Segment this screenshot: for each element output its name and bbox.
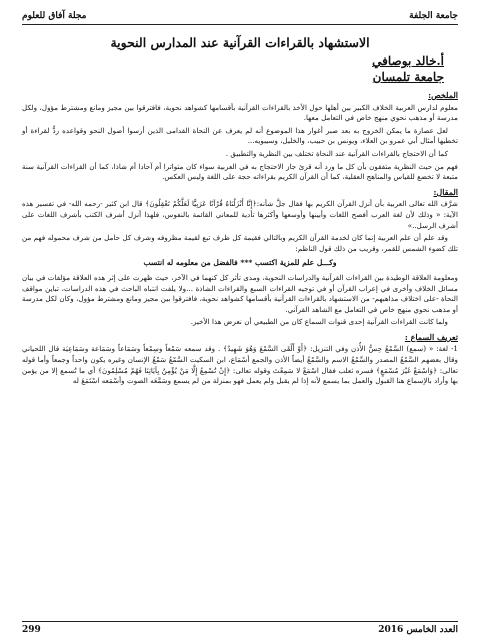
page-number: 299 <box>22 625 41 635</box>
abstract-paragraph: معلوم لدارس العربية الخلاف الكبير بين أهلها حول الأخذ بالقراءات القرآنية بأقسامها كشواهد نحوية، فافترقوا بين مجيز ومانع ومشترط مؤول، ولكل مدرسة أو مذهب نحوي منهج خاص في التعامل معها. <box>22 102 458 123</box>
header-university: جامعة الجلفة <box>409 11 458 21</box>
poetry-verse: وكـــل علم للمزية اكتسب *** فالفضل من معلومه له انتسب <box>143 258 337 268</box>
running-header <box>22 10 458 22</box>
abstract-paragraph: كما أن الاحتجاج بالقراءات القرآنية عند النحاة تختلف بين النظرية والتطبيق . <box>225 148 448 158</box>
author-affiliation: جامعة تلمسان <box>372 70 444 84</box>
article-title: الاستشهاد بالقراءات القرآنية عند المدارس النحوية <box>110 35 370 50</box>
header-rule <box>22 24 458 25</box>
footer-issue: العدد الخامس 2016 <box>378 625 458 635</box>
article-paragraph: شرَّف الله تعالى العربية بأن أنزل القرآن الكريم بها فقال جلَّ شأنه:﴿إِنَّا أَنْزَلْنَاهُ قُرْآنًا عَرَبِيًّا لَعَلَّكُمْ تَعْقِلُونَ﴾ قال ابن كثير -رحمه الله- في تفسير هذه الآية: « وذلك لأن لغة العرب أفصح اللغات وأبينها وأوسعها وأكثرها تأدية للمعاني القائمة بالنفوس، فلهذا أنزل أشرف الكتب بأشرف اللغات على أشرف الرسل..» <box>22 199 458 230</box>
footer-rule <box>22 621 458 622</box>
article-paragraph: ومعلومة العلاقة الوطيدة بين القراءات القرآنية والدراسات النحوية، ومدى تأثر كل كنهما في الآخر، حيث ظهرت على إثر هذه العلاقة مؤلفات في بيان مسائل الخلاف وأخرى في إعراب القرآن أو في توجيه القراءات السبع والقراءات الشاذة ...ولا يلفت انتباه الباحث في هذه الدراسات، تباين مواقف النحاة -على اختلاف مذاهبهم- من الاستشهاد بالقراءات القرآنية بأقسامها كشواهد نحوية، فافترقوا بين مجيز ومانع ومشترط مؤول، وكان لكل مدرسة أو مذهب نحوي منهج خاص في التعامل مع الشاهد القرآني. <box>22 272 458 314</box>
article-paragraph: وقد علم أن علم العربية إنما كان لخدمة القرآن الكريم وبالتالي فقيمة كل ظرف تبع لقيمة مظروفه وشرف كل حامل من شرف محموله فهم من تلك كضوء الشمس للقمر، وقريب من ذلك قول الناظم: <box>22 233 458 253</box>
running-footer <box>22 625 458 635</box>
abstract-paragraph: فهم من حيث النظرية متفقون بأن كل ما ورد أنه قرئ جاز الاحتجاج به في العربية سواء كان متواترا أم آحادا أم شاذا، كما أن القراءات القرآنية سنة متبعة لا تخضع للقياس والمناهج العقلية، كما أن القرآن الكريم بقراءاته حجة على اللغة وليس العكس. <box>22 161 458 182</box>
definition-heading: تعريف السماع : <box>404 331 458 342</box>
abstract-paragraph: لعل عصارة ما يمكن الخروج به بعد صبر أغوار هذا الموضوع أنه لم يعرف عن النحاة القدامى الذين أرسوا أصول النحو وقواعده ردٌّ لقراءة أو تخطيها أمثال أبي عمرو بن العلاء، ويونس بن حبيب، والخليل، وسيبويه... <box>22 125 458 146</box>
definition-paragraph: 1- لغة: « (سمع) السَّمْعُ حِسُّ الأُذن وفي التنزيل: ﴿أَوْ أَلْقَى السَّمْعَ وَهُوَ شَهِيدٌ﴾ . وقد سمعه سَمْعاً وسِمْعاً وسَمَاعاً وسَمَاعة وسَمَاعِيَة قال اللحياني وقال بعضهم السَّمْعُ المصدر والسِّمْعُ الاسم والسَّمْعُ أيضاً الأذن والجمع أسْمَاع، ابن السكيت السَّمْعُ سَمْعُ الإنسان وغيره يكون واحداً وجمعاً وأما قوله تعالى: ﴿وَاسْمَعْ غَيْرَ مُسْمَعٍ﴾ فسره ثعلب فقال اسْمَعْ لا سَمِعْتَ وقوله تعالى: ﴿إِنْ تُسْمِعُ إِلَّا مَنْ يُؤْمِنُ بِآيَاتِنَا فَهُمْ مُسْلِمُونَ﴾ أي ما تُسمع إلا من يؤمن بها وأراد بالإسماع هنا القبول والعمل بما يسمع لأنه إذا لم يقبل ولم يعمل فهو بمنزلة من لم يسمع وسَمَّعَه الصوت وأسْمَعه اسْتَمَعَ له <box>22 344 458 386</box>
article-body <box>22 90 458 387</box>
header-journal: مجلة آفاق للعلوم <box>22 11 87 21</box>
article-paragraph: ولما كانت القراءات القرآنية إحدى قنوات السماع كان من الطبيعي أن نعرض هذا الأخير. <box>190 317 448 327</box>
article-heading: المقال: <box>433 186 458 197</box>
abstract-heading: الملخص: <box>428 90 458 100</box>
author-name: أ.خالد بوصافي <box>372 54 444 68</box>
